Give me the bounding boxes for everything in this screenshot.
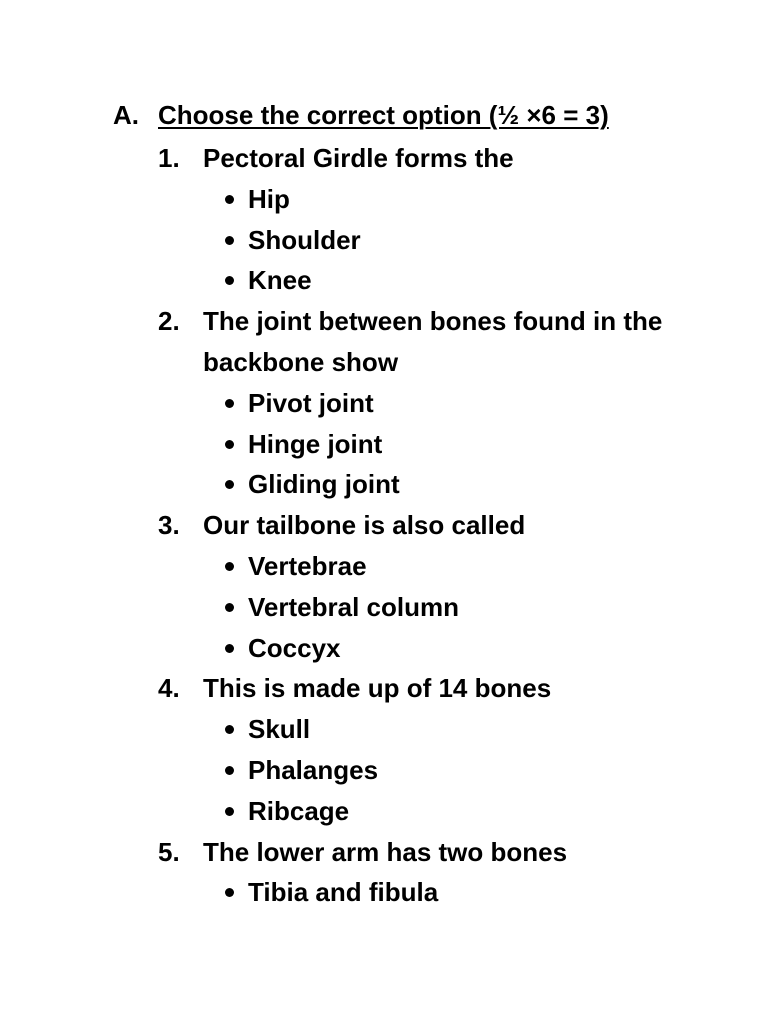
option-item [203,587,683,628]
option-label: Pivot joint [248,387,374,418]
question-text: The joint between bones found in the backbone show [203,306,663,377]
option-item [203,260,683,301]
question-1 [158,138,683,301]
bullet-icon [225,195,234,204]
option-label: Tibia and fibula [248,877,439,908]
option-label: Phalanges [248,754,379,785]
bullet-icon [225,644,234,653]
option-label: Ribcage [248,795,350,826]
bullet-icon [225,888,234,897]
option-label: Vertebrae [248,550,367,581]
bullet-icon [225,236,234,245]
bullet-icon [225,276,234,285]
option-label: Skull [248,714,311,745]
option-item [203,872,683,913]
option-label: Hip [248,183,290,214]
section-heading [113,97,609,133]
option-item [203,464,683,505]
option-item [203,383,683,424]
option-list [203,179,683,301]
option-label: Shoulder [248,224,361,255]
bullet-icon [225,399,234,408]
question-3 [158,505,683,668]
question-number: 5. [158,836,180,867]
option-label: Coccyx [248,632,341,663]
option-label: Vertebral column [248,591,459,622]
question-text: This is made up of 14 bones [203,673,552,704]
bullet-icon [225,562,234,571]
option-list [203,709,683,831]
question-5 [158,832,683,914]
section-title: Choose the correct option (½ ×6 = 3) [158,100,609,130]
bullet-icon [225,480,234,489]
question-text: The lower arm has two bones [203,836,568,867]
option-list [203,546,683,668]
bullet-icon [225,766,234,775]
question-2 [158,301,683,505]
question-4 [158,668,683,831]
question-text: Our tailbone is also called [203,510,526,541]
option-item [203,424,683,465]
option-label: Gliding joint [248,469,400,500]
question-number: 2. [158,306,180,337]
option-item [203,709,683,750]
question-number: 3. [158,510,180,541]
bullet-icon [225,807,234,816]
question-text: Pectoral Girdle forms the [203,143,514,173]
option-list [203,872,683,913]
option-label: Hinge joint [248,428,383,459]
option-label: Knee [248,265,312,296]
question-number: 4. [158,673,180,704]
bullet-icon [225,603,234,612]
option-item [203,179,683,220]
option-item [203,750,683,791]
option-item [203,220,683,261]
bullet-icon [225,440,234,449]
option-item [203,791,683,832]
question-list [158,138,683,913]
option-item [203,628,683,669]
option-list [203,383,683,505]
section-letter: A. [113,100,139,130]
bullet-icon [225,725,234,734]
option-item [203,546,683,587]
question-number: 1. [158,143,180,173]
